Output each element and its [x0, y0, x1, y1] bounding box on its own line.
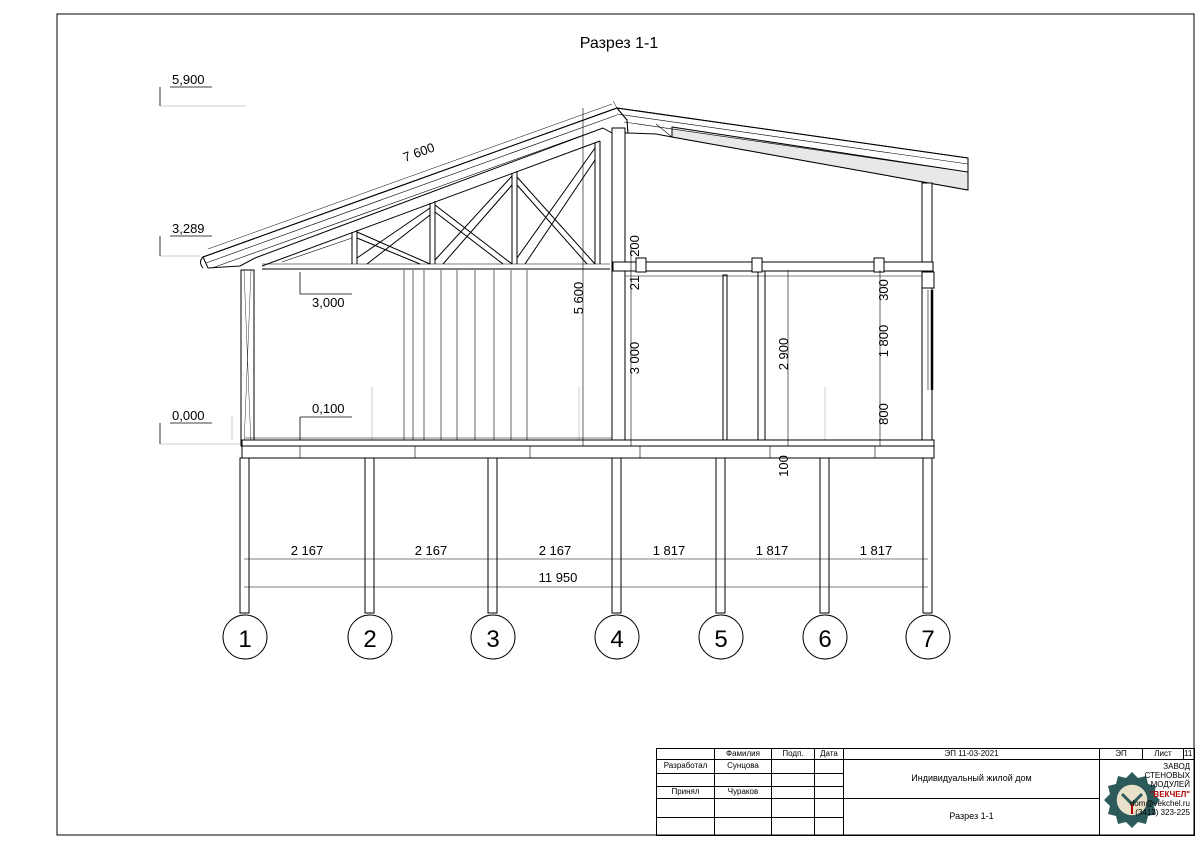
roof-truss: [262, 141, 610, 269]
tb-stage: ЭП: [1100, 749, 1143, 760]
level-label-floor: 0,100: [312, 401, 345, 416]
axis-label: 6: [818, 626, 832, 653]
axis-label: 2: [363, 626, 377, 653]
tb-project-name: Индивидуальный жилой дом: [844, 760, 1100, 799]
tb-developed-name: Сунцова: [715, 760, 772, 774]
tb-sheet-label: Лист: [1143, 749, 1184, 760]
level-label-ridge: 5,900: [172, 72, 205, 87]
span-6-7: 1 817: [859, 543, 893, 558]
roof-right: [617, 108, 968, 190]
dim-total-height: 5 600: [571, 281, 586, 315]
dim-window-top: 300: [876, 279, 891, 301]
tb-col-date: Дата: [815, 749, 844, 760]
level-mark-eave: [160, 221, 212, 256]
ceiling-beam: [613, 258, 933, 276]
company-line-3: МОДУЛЕЙ: [1150, 780, 1190, 790]
floor-structure: [242, 438, 934, 458]
dim-room-height: 2 900: [776, 337, 791, 371]
tb-sheet-no: 11: [1184, 749, 1195, 760]
span-4-5: 1 817: [652, 543, 686, 558]
level-mark-ridge: [160, 72, 246, 106]
dim-wall-height: 3 000: [627, 341, 642, 375]
level-mark-floor: [300, 401, 352, 440]
span-3-4: 2 167: [538, 543, 572, 558]
level-label-zero: 0,000: [172, 408, 205, 423]
axis-6: [803, 615, 847, 659]
level-label-eave: 3,289: [172, 221, 205, 236]
tb-col-sign: Подп.: [772, 749, 815, 760]
axis-4: [595, 615, 639, 659]
tb-accepted-label: Принял: [657, 787, 715, 799]
company-line-2: СТЕНОВЫХ: [1144, 771, 1190, 781]
company-email: dom@vekchel.ru: [1129, 798, 1190, 808]
piles: [240, 458, 932, 613]
span-1-2: 2 167: [290, 543, 324, 558]
tb-accepted-name: Чураков: [715, 787, 772, 799]
axis-1: [223, 615, 267, 659]
dim-window-height: 1 800: [876, 324, 891, 358]
tb-blank: [657, 749, 715, 760]
axis-label: 4: [610, 626, 624, 653]
roof-left: [201, 101, 629, 268]
level-mark-zero: [160, 408, 240, 444]
dim-roof-slope: 7 600: [400, 139, 437, 165]
span-2-3: 2 167: [414, 543, 448, 558]
dim-joist: 200: [627, 235, 642, 257]
company-line-1: ЗАВОД: [1163, 762, 1190, 771]
tb-col-surname: Фамилия: [715, 749, 772, 760]
axis-3: [471, 615, 515, 659]
level-mark-ceiling: [300, 272, 355, 310]
tb-sheet-name: Разрез 1-1: [844, 799, 1100, 836]
span-5-6: 1 817: [755, 543, 789, 558]
company-brand: "ВЕКЧЕЛ": [1149, 789, 1190, 799]
dim-joist-small: 21: [627, 275, 642, 291]
axis-2: [348, 615, 392, 659]
dim-total-length: 11 950: [538, 570, 578, 585]
tb-developed-label: Разработал: [657, 760, 715, 774]
dim-floor-offset: 100: [776, 455, 791, 477]
drawing-title: Разрез 1-1: [579, 35, 659, 52]
axis-label: 7: [921, 626, 935, 653]
axis-label: 3: [486, 626, 500, 653]
title-block: [656, 748, 1194, 835]
tb-doc-code: ЭП 11-03-2021: [844, 749, 1100, 760]
axis-markers: [223, 615, 950, 659]
span-labels: [291, 543, 893, 585]
section-drawing: [160, 35, 968, 659]
tb-company: [1100, 760, 1195, 836]
company-phone: (3412) 323-225: [1135, 807, 1190, 817]
axis-label: 1: [238, 626, 252, 653]
axis-label: 5: [714, 626, 728, 653]
axis-5: [699, 615, 743, 659]
dim-window-sill: 800: [876, 403, 891, 425]
level-label-ceiling: 3,000: [312, 295, 345, 310]
axis-7: [906, 615, 950, 659]
